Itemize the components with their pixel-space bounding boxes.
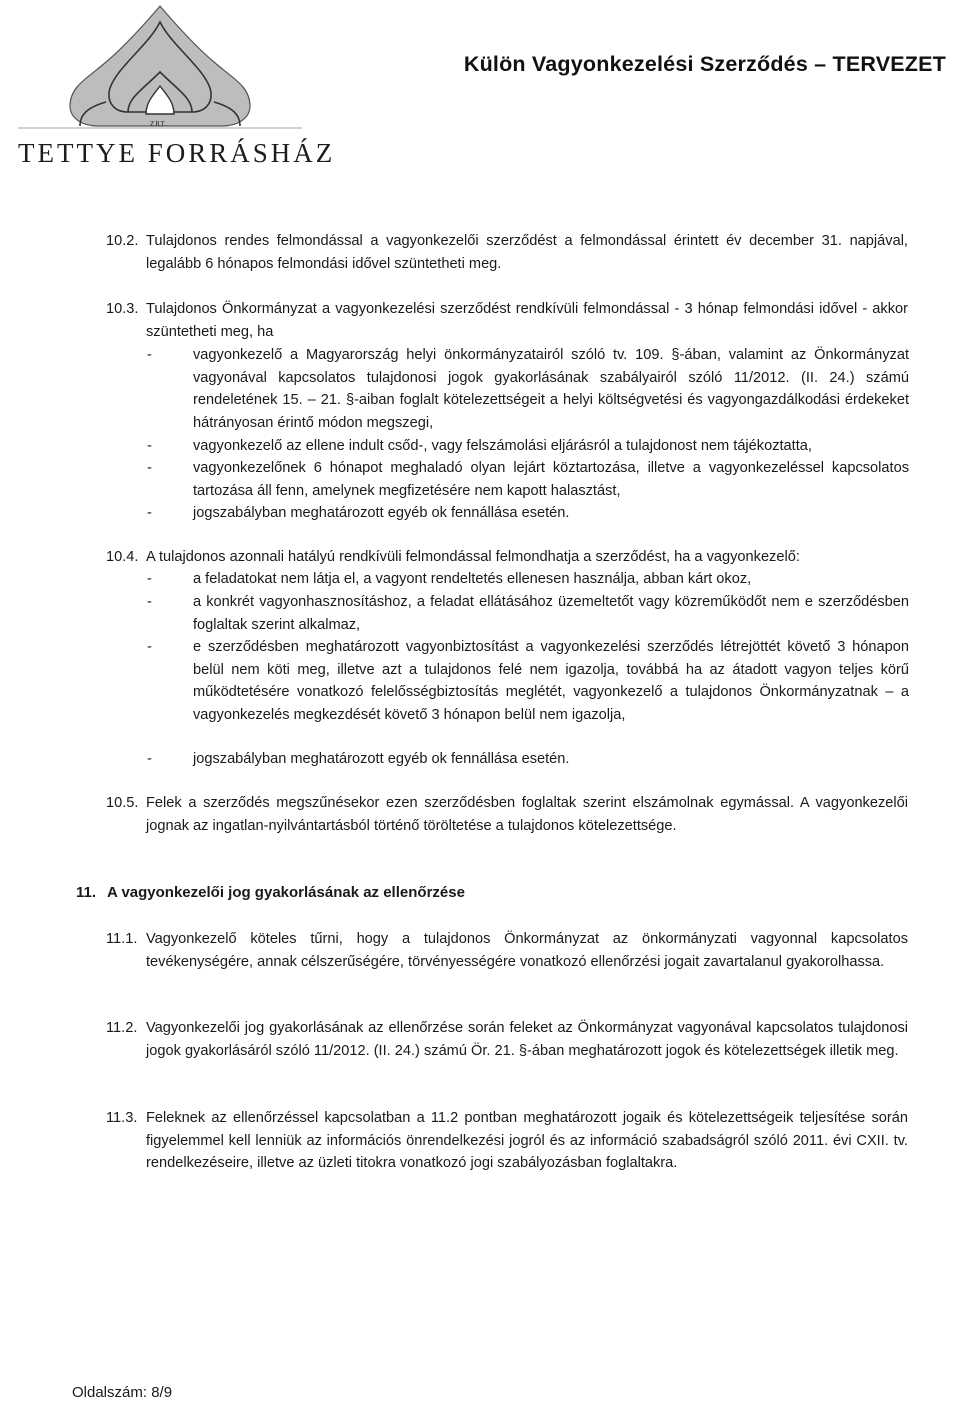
list-item-text: jogszabályban meghatározott egyéb ok fennállása esetén. xyxy=(193,751,570,767)
clause-number: 11.1. xyxy=(106,931,138,947)
list-item xyxy=(147,748,909,771)
clause-text: Tulajdonos rendes felmondással a vagyonkezelői szerződést a felmondással érintett év december 31. napjával, legalább 6 hónapos felmondási idővel szüntetheti meg. xyxy=(146,233,908,272)
clause-text: A tulajdonos azonnali hatályú rendkívüli felmondással felmondhatja a szerződést, ha a vagyonkezelő: xyxy=(146,549,800,565)
list-item xyxy=(147,435,909,458)
bullet-dash: - xyxy=(147,460,152,476)
list-item-text: vagyonkezelő a Magyarország helyi önkormányzatairól szóló tv. 109. §-ában, valamint az Önkormányzat vagyonával kapcsolatos tulajdonosi jogok gyakorlásának szabályairól szóló 11/2012. (II. 24.) számú rendeletének 15. – 21. §-aiban foglalt kötelezettségeit a helyi költségvetési és vagyongazdálkodási érdekeket hátrányosan érintő módon megszegi, xyxy=(193,347,909,432)
bullet-dash: - xyxy=(147,751,152,767)
list-item xyxy=(147,591,909,636)
clause-11-3 xyxy=(106,1107,908,1175)
clause-11-2 xyxy=(106,1017,908,1062)
bullet-dash: - xyxy=(147,505,152,521)
list-item-text: a konkrét vagyonhasznosításhoz, a feladat ellátásához üzemeltetőt vagy közreműködőt nem e szerződésben foglaltak szerint alkalmaz, xyxy=(193,594,909,633)
bullet-dash: - xyxy=(147,347,152,363)
bullet-dash: - xyxy=(147,438,152,454)
list-item-text: e szerződésben meghatározott vagyonbiztosítást a vagyonkezelési szerződés létrejöttét követő 3 hónapon belül nem köti meg, illetve azt a tulajdonos felé nem igazolja, továbbá ha az átadott vagyon teljes körű működtetésére vonatkozó felelősségbiztosítás meglétét, vagyonkezelő a tulajdonos Önkormányzatnak – a vagyonkezelés megkezdését követő 3 hónapon belül nem igazolja, xyxy=(193,639,909,724)
company-logo xyxy=(10,2,336,172)
clause-text: Feleknek az ellenőrzéssel kapcsolatban a 11.2 pontban meghatározott jogaik és kötelezettségeik teljesítése során figyelemmel kell lenniük az információs önrendelkezési jogról és az információ szabadságról szóló 2011. évi CXII. tv. rendelkezéseire, illetve az üzleti titokra vonatkozó jogi szabályozásban foglaltakra. xyxy=(146,1110,908,1172)
list-item xyxy=(147,636,909,727)
logo-company-name: TETTYE FORRÁSHÁZ xyxy=(18,138,336,168)
clause-10-3 xyxy=(106,298,908,343)
clause-text: Felek a szerződés megszűnésekor ezen szerződésben foglaltak szerint elszámolnak egymással. A vagyonkezelői jognak az ingatlan-nyilvántartásból történő töröltetése a tulajdonos kötelezettsége. xyxy=(146,795,908,834)
list-item-text: jogszabályban meghatározott egyéb ok fennállása esetén. xyxy=(193,505,570,521)
section-number: 11. xyxy=(76,884,97,901)
clause-10-4 xyxy=(106,546,908,569)
list-item-text: vagyonkezelő az ellene indult csőd-, vagy felszámolási eljárásról a tulajdonost nem tájékoztatta, xyxy=(193,438,812,454)
clause-text: Vagyonkezelő köteles tűrni, hogy a tulajdonos Önkormányzat az önkormányzati vagyonnal kapcsolatos tevékenységére, annak célszerűségére, törvényességére vonatkozó ellenőrzési jogait zavartalanul gyakorolhassa. xyxy=(146,931,908,970)
section-heading xyxy=(76,882,465,905)
clause-number: 11.2. xyxy=(106,1020,138,1036)
clause-number: 10.2. xyxy=(106,233,139,249)
page-number: Oldalszám: 8/9 xyxy=(72,1384,173,1401)
bullet-dash: - xyxy=(147,594,152,610)
list-item xyxy=(147,502,909,525)
list-item xyxy=(147,457,909,502)
clause-10-5 xyxy=(106,792,908,837)
bullet-dash: - xyxy=(147,571,152,587)
bullet-dash: - xyxy=(147,639,152,655)
clause-10-2 xyxy=(106,230,908,275)
list-item-text: a feladatokat nem látja el, a vagyont rendeltetés ellenesen használja, abban kárt okoz, xyxy=(193,571,752,587)
clause-text: Tulajdonos Önkormányzat a vagyonkezelési szerződést rendkívüli felmondással - 3 hónap felmondási idővel - akkor szüntetheti meg, ha xyxy=(146,301,908,340)
clause-number: 10.4. xyxy=(106,549,139,565)
clause-number: 11.3. xyxy=(106,1110,138,1126)
list-item-text: vagyonkezelőnek 6 hónapot meghaladó olyan lejárt köztartozása, illetve a vagyonkezeléssel kapcsolatos tartozása áll fenn, amelynek megfizetésére nem kapott halasztást, xyxy=(193,460,909,499)
list-item xyxy=(147,568,909,591)
clause-number: 10.3. xyxy=(106,301,139,317)
section-title: A vagyonkezelői jog gyakorlásának az ellenőrzése xyxy=(107,884,465,901)
document-title: Külön Vagyonkezelési Szerződés – TERVEZET xyxy=(463,52,946,76)
logo-zrt-label: ZRT. xyxy=(150,120,169,128)
clause-text: Vagyonkezelői jog gyakorlásának az ellenőrzése során feleket az Önkormányzat vagyonával kapcsolatos tulajdonosi jogok gyakorlásáról szóló 11/2012. (II. 24.) számú Ör. 21. §-ában meghatározott jogok és kötelezettségek illetik meg. xyxy=(146,1020,908,1059)
list-item xyxy=(147,344,909,435)
clause-11-1 xyxy=(106,928,908,973)
clause-number: 10.5. xyxy=(106,795,139,811)
